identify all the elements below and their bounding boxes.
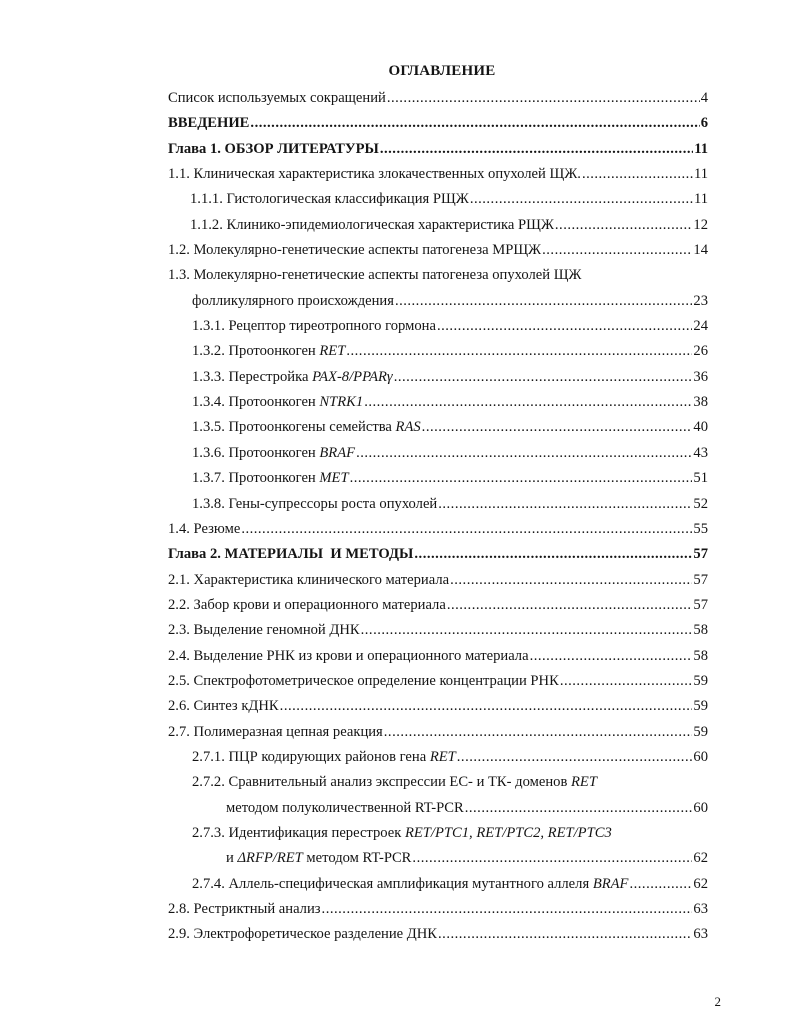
toc-leader-dots xyxy=(394,365,693,390)
toc-leader-dots xyxy=(582,162,693,187)
toc-entry-label: 2.8. Рестриктный анализ xyxy=(168,901,321,917)
toc-leader-dots xyxy=(280,694,693,719)
toc-entry-1-3-4[interactable] xyxy=(168,390,708,415)
toc-entry-page: 62 xyxy=(693,875,708,892)
toc-leader-dots xyxy=(380,137,693,162)
toc-entry-page: 58 xyxy=(693,622,708,639)
toc-leader-dots xyxy=(364,390,692,415)
toc-entry-label-text: 1.3.2. Протоонкоген xyxy=(192,343,320,360)
toc-entry-page: 4 xyxy=(700,90,708,106)
toc-entry-1-3-2[interactable] xyxy=(168,339,708,364)
toc-entry-label: 2.7. Полимеразная цепная реакция xyxy=(168,723,383,740)
toc-entry-label-text: 2.7.1. ПЦР кодирующих районов гена xyxy=(192,748,430,765)
toc-entry-label-text: и xyxy=(226,850,238,867)
gene-name: MET xyxy=(319,470,349,487)
toc-entry-page: 6 xyxy=(700,115,708,132)
toc-entry-2-7-2-continued[interactable] xyxy=(168,796,708,821)
toc-entry-label xyxy=(192,872,628,897)
toc-leader-dots xyxy=(346,339,692,364)
toc-entry-page: 59 xyxy=(693,723,708,740)
toc-entry-1-3-8[interactable] xyxy=(168,492,708,517)
toc-leader-dots xyxy=(322,897,693,922)
toc-entry-label: 1.3.1. Рецептор тиреотропного гормона xyxy=(192,318,436,335)
toc-entry-2-7-3[interactable] xyxy=(168,821,708,846)
toc-entry-page: 11 xyxy=(694,140,708,157)
toc-entry-2-7[interactable] xyxy=(168,720,708,745)
toc-entry-1-3-3[interactable] xyxy=(168,365,708,390)
toc-entry-2-5[interactable] xyxy=(168,669,708,694)
toc-entry-2-4[interactable] xyxy=(168,644,708,669)
toc-leader-dots xyxy=(412,846,692,871)
toc-leader-dots xyxy=(530,644,693,669)
toc-entry-page: 59 xyxy=(693,698,708,715)
toc-entry-label xyxy=(192,745,456,770)
toc-leader-dots xyxy=(555,213,693,238)
toc-leader-dots xyxy=(241,517,692,542)
toc-leader-dots xyxy=(438,922,692,947)
gene-name: PAX-8/PPARγ xyxy=(312,368,393,385)
toc-leader-dots xyxy=(447,593,693,618)
toc-leader-dots xyxy=(470,187,693,212)
toc-entry-1-3-6[interactable] xyxy=(168,441,708,466)
toc-entry-label xyxy=(192,339,345,364)
toc-entry-label xyxy=(192,441,355,466)
toc-entry-label: 1.1.1. Гистологическая классификация РЩЖ xyxy=(190,191,469,208)
toc-entry-label: фолликулярного происхождения xyxy=(192,292,394,309)
toc-entry-2-9[interactable] xyxy=(168,922,708,947)
toc-entry-label xyxy=(192,770,708,795)
toc-entry-page: 59 xyxy=(693,672,708,689)
toc-entry-page: 23 xyxy=(693,292,708,309)
toc-entry-page: 52 xyxy=(693,495,708,512)
toc-entry-label xyxy=(192,365,393,390)
toc-entry-2-7-3-continued[interactable] xyxy=(168,846,708,871)
toc-entry-label: 2.9. Электрофоретическое разделение ДНК xyxy=(168,926,438,943)
toc-entry-1-1[interactable] xyxy=(168,162,708,187)
toc-entry-2-6[interactable] xyxy=(168,694,708,719)
toc-leader-dots xyxy=(350,466,693,491)
toc-entry-2-8[interactable] xyxy=(168,897,708,922)
toc-entry-label-text: методом RT-PCR xyxy=(302,850,412,867)
toc-entry-label-text: 1.3.3. Перестройка xyxy=(192,368,313,385)
toc-entry-2-7-2[interactable] xyxy=(168,770,708,795)
toc-leader-dots xyxy=(450,568,692,593)
toc-entry-page: 26 xyxy=(693,343,708,360)
toc-entry-1-4[interactable] xyxy=(168,517,708,542)
toc-entry-label: методом полуколичественной RT-PCR xyxy=(226,799,464,816)
toc-entry-1-3-7[interactable] xyxy=(168,466,708,491)
toc-entry-label: 2.2. Забор крови и операционного материала xyxy=(168,596,446,613)
toc-entry-label: Список используемых сокращений xyxy=(168,90,386,106)
gene-name: RAS xyxy=(395,419,421,436)
toc-entry-label-text: 2.7.3. Идентификация перестроек xyxy=(192,824,405,841)
toc-entry-label: Глава 2. МАТЕРИАЛЫ И МЕТОДЫ xyxy=(168,546,414,563)
toc-leader-dots xyxy=(457,745,693,770)
toc-entry-2-2[interactable] xyxy=(168,593,708,618)
toc-entry-label: 2.3. Выделение геномной ДНК xyxy=(168,622,360,639)
toc-entry-1-1-2[interactable] xyxy=(168,213,708,238)
toc-entry-1-3-5[interactable] xyxy=(168,415,708,440)
toc-leader-dots xyxy=(361,618,693,643)
toc-entry-2-3[interactable] xyxy=(168,618,708,643)
toc-entry-page: 60 xyxy=(693,748,708,765)
toc-entry-2-7-1[interactable] xyxy=(168,745,708,770)
toc-leader-dots xyxy=(356,441,692,466)
toc-leader-dots xyxy=(437,314,692,339)
toc-entry-page: 24 xyxy=(693,318,708,335)
toc-entry-label: 1.4. Резюме xyxy=(168,520,241,537)
toc-entry-label xyxy=(226,846,411,871)
toc-entry-page: 57 xyxy=(693,596,708,613)
toc-entry-page: 36 xyxy=(693,368,708,385)
toc-entry-label: Глава 1. ОБЗОР ЛИТЕРАТУРЫ xyxy=(168,140,379,157)
toc-leader-dots xyxy=(384,720,693,745)
toc-leader-dots xyxy=(438,492,692,517)
toc-entry-label xyxy=(192,466,349,491)
toc-entry-label: 1.3. Молекулярно-генетические аспекты патогенеза опухолей ЩЖ xyxy=(168,267,582,284)
toc-entry-label xyxy=(192,821,708,846)
toc-entry-label: 1.1. Клиническая характеристика злокачественных опухолей ЩЖ. xyxy=(168,166,581,183)
toc-entry-page: 55 xyxy=(693,520,708,537)
page-number: 2 xyxy=(714,994,721,1009)
toc-entry-page: 63 xyxy=(693,901,708,917)
toc-entry-1-3-continued[interactable] xyxy=(168,289,708,314)
toc-leader-dots xyxy=(629,872,692,897)
toc-entry-label: 1.3.8. Гены-супрессоры роста опухолей xyxy=(192,495,438,512)
toc-entry-page: 57 xyxy=(693,571,708,588)
toc-entry-page: 62 xyxy=(693,850,708,867)
toc-entry-1-2[interactable] xyxy=(168,238,708,263)
toc-entry-label-text: 2.7.4. Аллель-специфическая амплификация мутантного аллеля xyxy=(192,875,593,892)
toc-entry-2-7-4[interactable] xyxy=(168,872,708,897)
toc-entry-1-1-1[interactable] xyxy=(168,187,708,212)
toc-entry-page: 40 xyxy=(693,419,708,436)
toc-entry-label-text: 2.7.2. Сравнительный анализ экспрессии ЕС- и ТК- доменов xyxy=(192,774,571,791)
toc-entry-abbreviations[interactable] xyxy=(168,86,708,111)
toc-entry-label xyxy=(192,415,421,440)
toc-leader-dots xyxy=(542,238,692,263)
toc-entry-page: 38 xyxy=(693,394,708,411)
toc-entry-page: 63 xyxy=(693,926,708,943)
toc-entry-1-3[interactable] xyxy=(168,263,708,288)
table-of-contents xyxy=(168,86,708,948)
toc-entry-label-text: 1.3.4. Протоонкоген xyxy=(192,394,320,411)
toc-entry-introduction[interactable] xyxy=(168,111,708,136)
toc-entry-label: 2.1. Характеристика клинического материала xyxy=(168,571,450,588)
gene-name: RET/PTC1, RET/PTC2, RET/PTC3 xyxy=(404,824,612,841)
toc-leader-dots xyxy=(387,86,700,111)
gene-name: BRAF xyxy=(592,875,629,892)
gene-name: NTRK1 xyxy=(319,394,364,411)
toc-leader-dots xyxy=(414,542,692,567)
toc-entry-page: 58 xyxy=(693,647,708,664)
toc-entry-chapter-2[interactable] xyxy=(168,542,708,567)
toc-entry-label-text: 1.3.7. Протоонкоген xyxy=(192,470,320,487)
toc-title: ОГЛАВЛЕНИЕ xyxy=(388,63,496,79)
toc-entry-label xyxy=(192,390,363,415)
toc-leader-dots xyxy=(560,669,693,694)
toc-entry-label: 1.2. Молекулярно-генетические аспекты патогенеза МРЩЖ xyxy=(168,242,542,259)
toc-entry-label: ВВЕДЕНИЕ xyxy=(168,115,250,132)
toc-leader-dots xyxy=(250,111,699,136)
toc-entry-label: 2.6. Синтез кДНК xyxy=(168,698,279,715)
toc-entry-page: 11 xyxy=(693,191,708,208)
gene-name: BRAF xyxy=(319,444,356,461)
toc-entry-page: 51 xyxy=(693,470,708,487)
gene-name: RET xyxy=(429,748,456,765)
toc-entry-page: 12 xyxy=(693,216,708,233)
toc-entry-1-3-1[interactable] xyxy=(168,314,708,339)
toc-entry-page: 60 xyxy=(693,799,708,816)
toc-entry-2-1[interactable] xyxy=(168,568,708,593)
gene-name: RET xyxy=(570,774,597,791)
toc-entry-label-text: 1.3.6. Протоонкоген xyxy=(192,444,320,461)
gene-name: ΔRFP/RET xyxy=(237,850,303,867)
gene-name: RET xyxy=(319,343,346,360)
toc-entry-page: 11 xyxy=(693,166,708,183)
toc-entry-page: 57 xyxy=(693,546,708,563)
toc-entry-page: 14 xyxy=(693,242,708,259)
toc-entry-label: 1.1.2. Клинико-эпидемиологическая характеристика РЩЖ xyxy=(190,216,554,233)
toc-leader-dots xyxy=(465,796,693,821)
toc-entry-chapter-1[interactable] xyxy=(168,137,708,162)
toc-leader-dots xyxy=(422,415,693,440)
toc-leader-dots xyxy=(395,289,692,314)
toc-entry-label: 2.4. Выделение РНК из крови и операционного материала xyxy=(168,647,529,664)
toc-entry-page: 43 xyxy=(693,444,708,461)
toc-entry-label-text: 1.3.5. Протоонкогены семейства xyxy=(192,419,396,436)
toc-entry-label: 2.5. Спектрофотометрическое определение концентрации РНК xyxy=(168,672,559,689)
